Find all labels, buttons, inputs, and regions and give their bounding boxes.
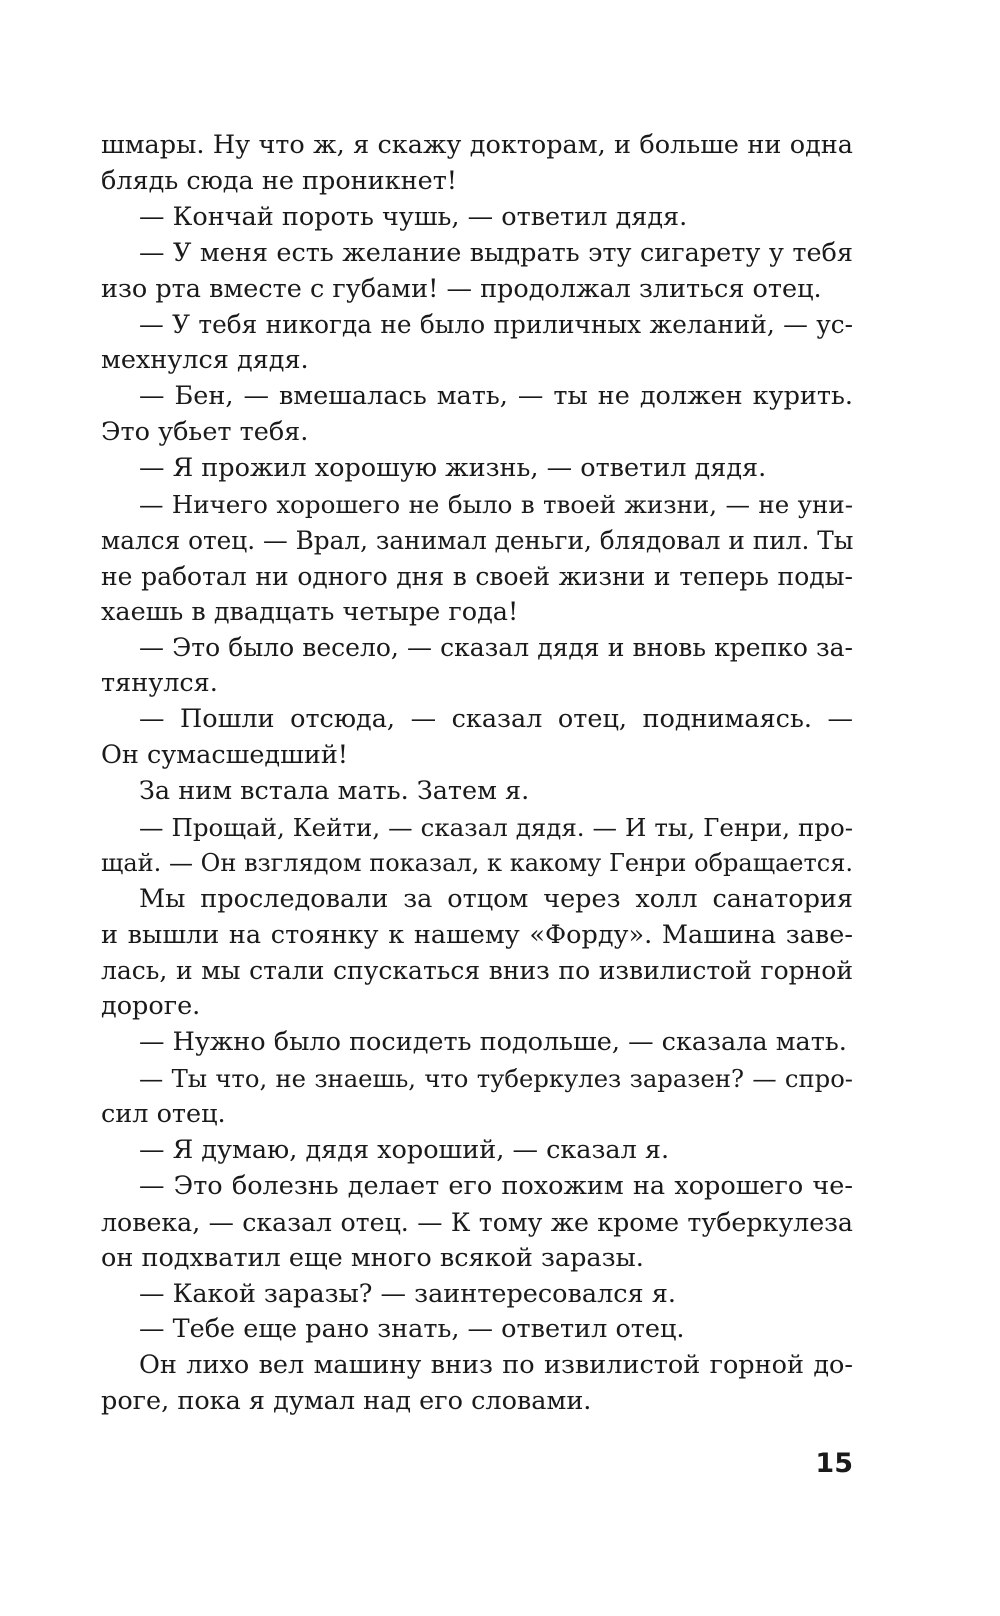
- text-line: — Пошли отсюда, — сказал отец, поднимаясь. —: [139, 704, 853, 735]
- text-line: — Ничего хорошего не было в твоей жизни, — не уни-: [139, 489, 853, 519]
- text-line: щай. — Он взглядом показал, к какому Генри обращается.: [101, 848, 853, 877]
- text-line: — Кончай пороть чушь, — ответил дядя.: [139, 201, 688, 232]
- text-line: — У меня есть желание выдрать эту сигарету у тебя: [139, 237, 853, 268]
- text-line: хаешь в двадцать четыре года!: [101, 596, 519, 627]
- text-line: Это убьет тебя.: [101, 417, 309, 448]
- text-line: роге, пока я думал над его словами.: [101, 1386, 592, 1417]
- text-line: — Прощай, Кейти, — сказал дядя. — И ты, Генри, про-: [139, 812, 853, 842]
- text-line: шмары. Ну что ж, я скажу докторам, и больше ни одна: [101, 130, 853, 160]
- text-line: ловека, — сказал отец. — К тому же кроме туберкулеза: [101, 1207, 853, 1237]
- page-number: 15: [815, 1448, 853, 1479]
- text-line: — Какой заразы? — заинтересовался я.: [139, 1278, 676, 1309]
- text-line: — Это было весело, — сказал дядя и вновь крепко за-: [139, 633, 853, 663]
- text-line: тянулся.: [101, 668, 218, 699]
- text-line: — Ты что, не знаешь, что туберкулез заразен? — спро-: [139, 1064, 853, 1094]
- text-line: мался отец. — Врал, занимал деньги, блядовал и пил. Ты: [101, 525, 854, 555]
- body-text: [101, 128, 853, 1420]
- text-line: не работал ни одного дня в своей жизни и теперь поды-: [101, 561, 853, 591]
- text-line: За ним встала мать. Затем я.: [139, 776, 530, 807]
- text-line: Он сумасшедший!: [101, 740, 349, 771]
- text-line: он подхватил еще много всякой заразы.: [101, 1242, 644, 1273]
- text-line: — Нужно было посидеть подольше, — сказала мать.: [139, 1027, 847, 1058]
- text-line: — Я прожил хорошую жизнь, — ответил дядя.: [139, 453, 767, 484]
- text-line: дороге.: [101, 991, 201, 1022]
- text-line: — Я думаю, дядя хороший, — сказал я.: [139, 1134, 670, 1165]
- text-line: Он лихо вел машину вниз по извилистой горной до-: [139, 1350, 853, 1381]
- text-line: — Тебе еще рано знать, — ответил отец.: [139, 1314, 685, 1345]
- text-line: — У тебя никогда не было приличных желаний, — ус-: [139, 310, 853, 340]
- text-line: мехнулся дядя.: [101, 345, 309, 376]
- text-line: лась, и мы стали спускаться вниз по извилистой горной: [101, 956, 853, 986]
- text-line: Мы проследовали за отцом через холл санатория: [139, 883, 853, 914]
- text-line: изо рта вместе с губами! — продолжал злиться отец.: [101, 273, 822, 304]
- text-line: — Это болезнь делает его похожим на хорошего че-: [139, 1170, 853, 1201]
- text-line: блядь сюда не проникнет!: [101, 165, 458, 196]
- text-line: и вышли на стоянку к нашему «Форду». Машина заве-: [101, 919, 853, 950]
- text-line: — Бен, — вмешалась мать, — ты не должен курить.: [139, 381, 853, 412]
- text-line: сил отец.: [101, 1099, 226, 1130]
